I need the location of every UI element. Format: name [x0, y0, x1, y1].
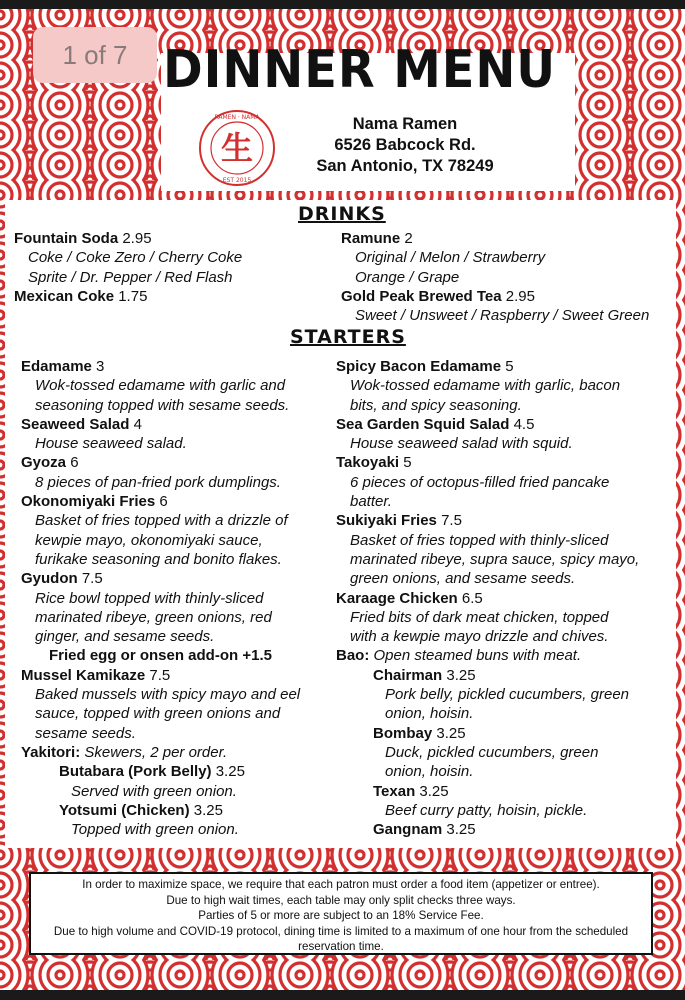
menu-item [21, 666, 300, 685]
item-description: Coke / Coke Zero / Cherry Coke [28, 249, 243, 267]
item-description: green onions, and sesame seeds. [350, 570, 576, 588]
sub-item-price: 3.25 [215, 763, 245, 781]
bottom-bar [0, 990, 685, 1000]
menu-item [336, 357, 639, 376]
restaurant-address [300, 114, 510, 177]
sub-item [21, 762, 300, 781]
item-description: 6 pieces of octopus-filled fried pancake [350, 473, 610, 491]
menu-item [21, 492, 300, 511]
item-name: Yakitori: [21, 743, 81, 761]
policy-notice [29, 872, 653, 955]
item-name: Okonomiyaki Fries [21, 493, 156, 511]
item-name: Mexican Coke [14, 287, 115, 305]
sub-item-price: 3.25 [419, 782, 449, 800]
sub-item-name: Texan [373, 782, 416, 800]
item-description: seasoning topped with sesame seeds. [35, 396, 290, 414]
item-price: 4.5 [513, 415, 535, 433]
menu-item [341, 229, 649, 248]
sub-item-price: 3.25 [446, 666, 476, 684]
starters-right-column [336, 357, 639, 839]
sub-item-price: 3.25 [193, 801, 223, 819]
sub-item-name: Butabara (Pork Belly) [59, 763, 212, 781]
item-price: 7.5 [441, 512, 462, 530]
menu-item [336, 511, 639, 530]
item-price: 7.5 [149, 666, 171, 684]
starters-heading: STARTERS [290, 326, 406, 348]
notice-line: Due to high wait times, each table may only split checks three ways. [166, 893, 516, 907]
item-description: ginger, and sesame seeds. [35, 628, 215, 646]
page-indicator-badge: 1 of 7 [33, 27, 157, 83]
menu-item [14, 229, 242, 248]
item-name: Takoyaki [336, 454, 400, 472]
item-price: 6 [70, 454, 79, 472]
sub-item-name: Bombay [373, 724, 433, 742]
svg-text:生: 生 [220, 129, 254, 167]
item-description: marinated ribeye, supra sauce, spicy mayo, [350, 550, 640, 568]
menu-item [336, 415, 639, 434]
drinks-left-column [14, 229, 242, 306]
item-price: 4 [133, 415, 142, 433]
sub-item-price: 3.25 [436, 724, 466, 742]
item-name: Gyudon [21, 570, 78, 588]
menu-item [21, 453, 300, 472]
item-name: Gold Peak Brewed Tea [341, 287, 502, 305]
drinks-right-column [341, 229, 649, 325]
notice-line: Due to high volume and COVID-19 protocol, dining time is limited to a maximum of one hour from the scheduled [53, 924, 629, 938]
item-name: Gyoza [21, 454, 67, 472]
item-description: sauce, topped with green onions and [35, 705, 281, 723]
item-price: 5 [505, 358, 514, 375]
item-name: Fountain Soda [14, 230, 119, 247]
item-name: Bao: [336, 647, 370, 665]
starters-left-column [21, 357, 300, 839]
item-description: Wok-tossed edamame with garlic, bacon [350, 377, 621, 395]
item-description: sesame seeds. [35, 724, 136, 742]
menu-item [21, 415, 300, 434]
item-description: kewpie mayo, okonomiyaki sauce, [35, 531, 263, 549]
item-note: Open steamed buns with meat. [373, 647, 582, 665]
item-name: Seaweed Salad [21, 415, 130, 433]
menu-item [336, 589, 639, 608]
menu-item [21, 569, 300, 588]
sub-item [21, 801, 300, 820]
item-description: bits, and spicy seasoning. [350, 396, 522, 414]
menu-item [336, 646, 639, 665]
sub-item [336, 724, 639, 743]
restaurant-logo [197, 108, 277, 188]
item-name: Spicy Bacon Edamame [336, 358, 502, 375]
item-price: 2 [404, 230, 413, 247]
item-name: Sea Garden Squid Salad [336, 415, 510, 433]
item-description: 8 pieces of pan-fried pork dumplings. [35, 473, 281, 491]
menu-item [21, 357, 300, 376]
item-description: furikake seasoning and bonito flakes. [35, 550, 282, 568]
svg-text:EST 2015: EST 2015 [222, 177, 252, 184]
item-name: Sukiyaki Fries [336, 512, 437, 530]
sub-item-price: 3.25 [446, 821, 476, 839]
menu-item [21, 743, 300, 762]
item-price: 5 [403, 454, 412, 472]
item-price: 6 [159, 493, 168, 511]
item-name: Karaage Chicken [336, 589, 458, 607]
item-description: House seaweed salad with squid. [350, 435, 573, 453]
item-description: Rice bowl topped with thinly-sliced [35, 589, 264, 607]
item-description: marinated ribeye, green onions, red [35, 608, 272, 626]
item-description: Baked mussels with spicy mayo and eel [35, 686, 301, 704]
sub-item-description: onion, hoisin. [385, 763, 474, 781]
sub-item-description: Pork belly, pickled cucumbers, green [385, 686, 629, 704]
item-price: 3 [96, 358, 105, 375]
item-price: 2.95 [505, 287, 535, 305]
item-description: with a kewpie mayo drizzle and chives. [350, 628, 609, 646]
menu-item [341, 287, 649, 306]
item-name: Ramune [341, 230, 401, 247]
sub-item-description: Duck, pickled cucumbers, green [385, 743, 599, 761]
sub-item [336, 782, 639, 801]
sub-item-name: Yotsumi (Chicken) [59, 801, 190, 819]
item-price: 2.95 [122, 230, 152, 247]
restaurant-name: Nama Ramen [352, 115, 458, 133]
menu-item [336, 453, 639, 472]
sub-item-description: Served with green onion. [71, 782, 237, 800]
item-price: 1.75 [118, 287, 148, 305]
street-address: 6526 Babcock Rd. [334, 136, 476, 154]
svg-text:RAMEN · NAMA: RAMEN · NAMA [214, 114, 260, 121]
item-description: Fried bits of dark meat chicken, topped [350, 608, 609, 626]
item-description: Orange / Grape [355, 268, 460, 286]
sub-item [336, 666, 639, 685]
item-note: Skewers, 2 per order. [84, 743, 228, 761]
item-description: batter. [350, 493, 392, 511]
menu-item [14, 287, 242, 306]
add-on-option: Fried egg or onsen add-on +1.5 [49, 647, 272, 665]
item-description: Sprite / Dr. Pepper / Red Flash [28, 268, 233, 286]
menu-title: DINNER MENU [163, 40, 557, 100]
sub-item-name: Chairman [373, 666, 443, 684]
notice-line: reservation time. [298, 940, 384, 953]
item-description: Basket of fries topped with thinly-sliced [350, 531, 609, 549]
sub-item [336, 820, 639, 839]
drinks-heading: DRINKS [298, 203, 386, 225]
item-price: 6.5 [461, 589, 483, 607]
sub-item-description: Topped with green onion. [71, 821, 239, 839]
item-name: Edamame [21, 358, 92, 375]
city-state-zip: San Antonio, TX 78249 [316, 157, 494, 175]
notice-line: In order to maximize space, we require that each patron must order a food item (appetizer or entree). [82, 878, 600, 891]
item-description: Original / Melon / Strawberry [355, 249, 546, 267]
sub-item-name: Gangnam [373, 821, 443, 839]
sub-item-description: Beef curry patty, hoisin, pickle. [385, 801, 588, 819]
item-price: 7.5 [81, 570, 103, 588]
item-description: House seaweed salad. [35, 435, 187, 453]
item-name: Mussel Kamikaze [21, 666, 146, 684]
notice-line: Parties of 5 or more are subject to an 18% Service Fee. [198, 909, 484, 922]
item-description: Sweet / Unsweet / Raspberry / Sweet Green [355, 307, 650, 325]
sub-item-description: onion, hoisin. [385, 705, 474, 723]
top-bar [0, 0, 685, 9]
item-description: Basket of fries topped with a drizzle of [35, 512, 288, 530]
item-description: Wok-tossed edamame with garlic and [35, 377, 286, 395]
